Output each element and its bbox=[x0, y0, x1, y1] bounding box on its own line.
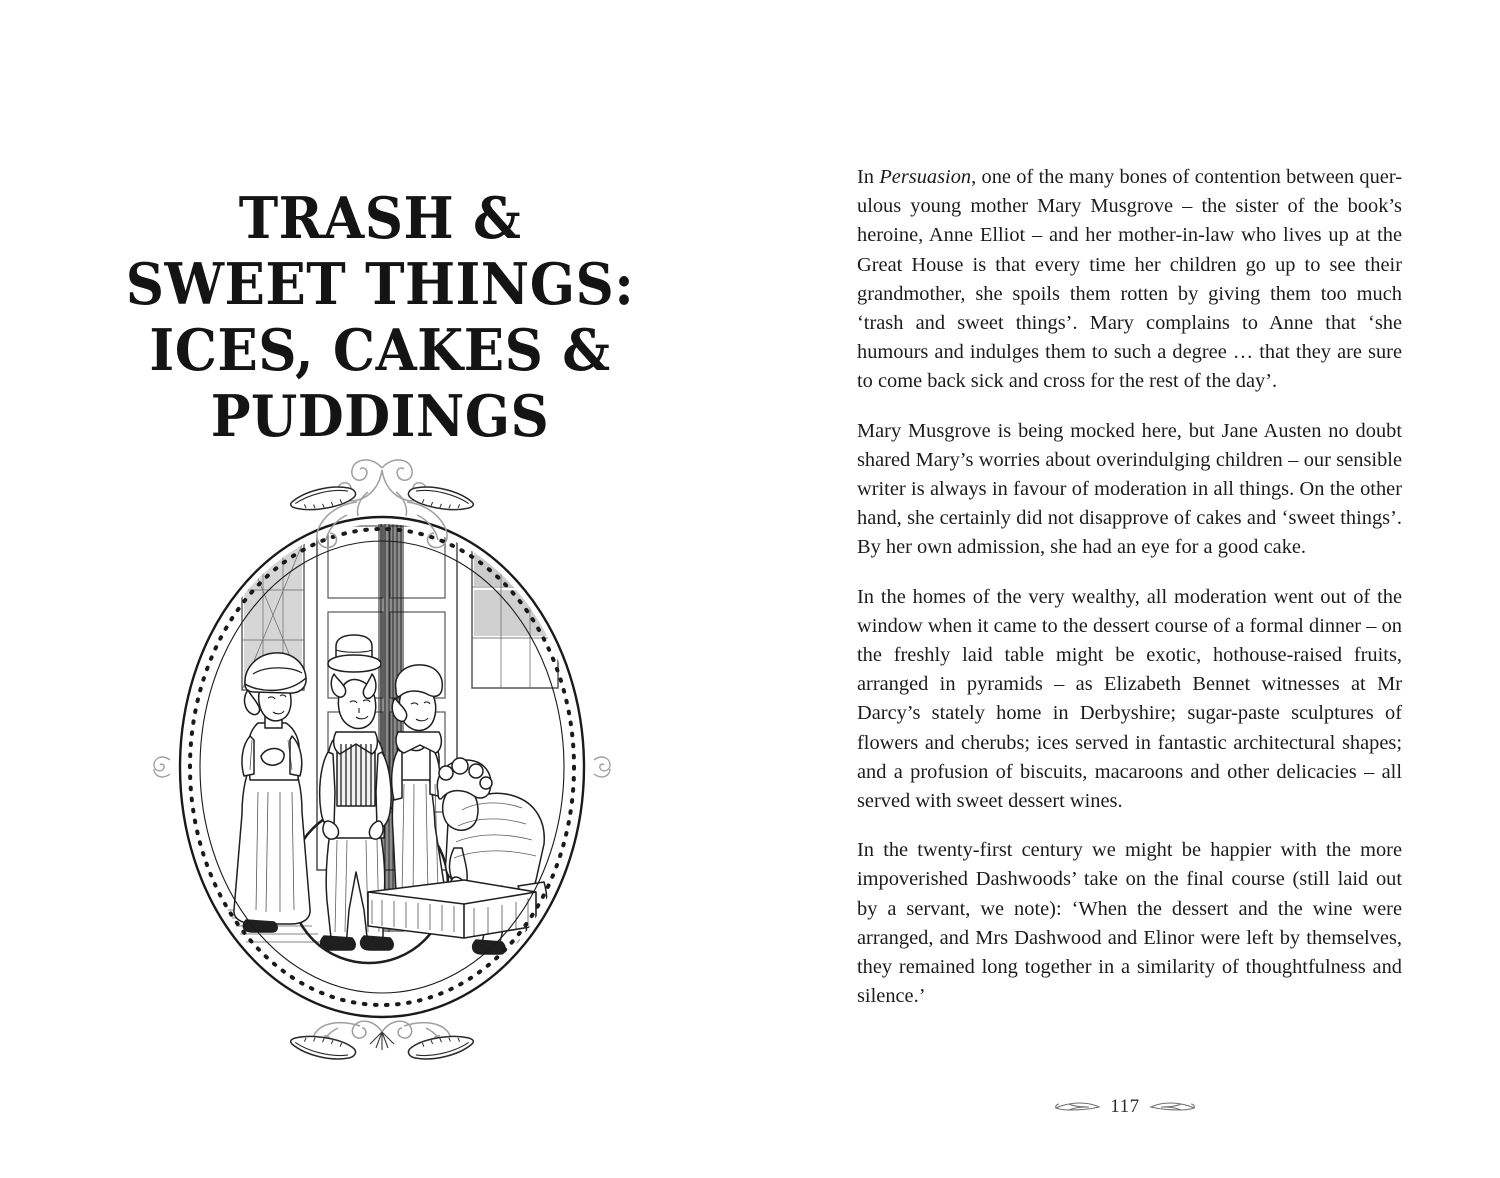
oval-illustration-svg bbox=[132, 440, 632, 1060]
chapter-title-line-1: TRASH & bbox=[238, 185, 522, 253]
side-ornament-right-icon bbox=[594, 757, 610, 777]
right-page bbox=[750, 0, 1500, 1178]
page-number: 117 bbox=[1110, 1096, 1140, 1117]
chapter-title-line-4: PUDDINGS bbox=[210, 383, 550, 451]
chapter-title-line-3: ICES, CAKES & bbox=[149, 317, 611, 385]
leaf-flourish-left-icon bbox=[1055, 1100, 1101, 1114]
body-paragraph-1: In Persuasion, one of the many bones of contention between quer-ulous young mother Mary Musgrove – the sister of the book’s heroine, Anne Elliot – and her mother-in-law who lives up at the Great House is that every time her children go up to see their grandmother, she spoils them rotten by giving them too much ‘trash and sweet things’. Mary complains to Anne that ‘she humours and indulges them to such a degree … that they are sure to come back sick and cross for the rest of the day’. bbox=[857, 166, 1402, 393]
chapter-title bbox=[92, 186, 669, 450]
body-paragraph-2: Mary Musgrove is being mocked here, but Jane Austen no doubt shared Mary’s worries about overindulging children – our sensible writer is always in favour of moderation in all things. On the other hand, she certainly did not disapprove of cakes and ‘sweet things’. By her own admission, she had an eye for a good cake. bbox=[857, 419, 1402, 559]
page-folio bbox=[750, 1096, 1500, 1118]
body-text-column bbox=[857, 163, 1402, 1011]
chapter-illustration bbox=[132, 440, 632, 1060]
body-paragraph-3: In the homes of the very wealthy, all moderation went out of the window when it came to the dessert course of a formal dinner – on the freshly laid table might be exotic, hothouse-raised fruits, arranged in pyramids – as Elizabeth Bennet witnesses at Mr Darcy’s stately home in Derbyshire; sugar-paste sculptures of flowers and cherubs; ices served in fantastic architectural shapes; and a profusion of biscuits, macaroons and other delicacies – all served with sweet dessert wines. bbox=[857, 585, 1402, 813]
chapter-title-line-2: SWEET THINGS: bbox=[125, 251, 635, 319]
body-paragraph-4: In the twenty-first century we might be happier with the more impoverished Dashwoods’ take on the final course (still laid out by a servant, we note): ‘When the dessert and the wine were arranged, and Mrs Dashwood and Elinor were left by themselves, they remained long together in a similarity of thoughtfulness and silence.’ bbox=[857, 839, 1402, 1008]
bottom-ornament-icon bbox=[289, 1021, 475, 1060]
leaf-flourish-right-icon bbox=[1149, 1100, 1195, 1114]
side-ornament-left-icon bbox=[154, 757, 170, 777]
